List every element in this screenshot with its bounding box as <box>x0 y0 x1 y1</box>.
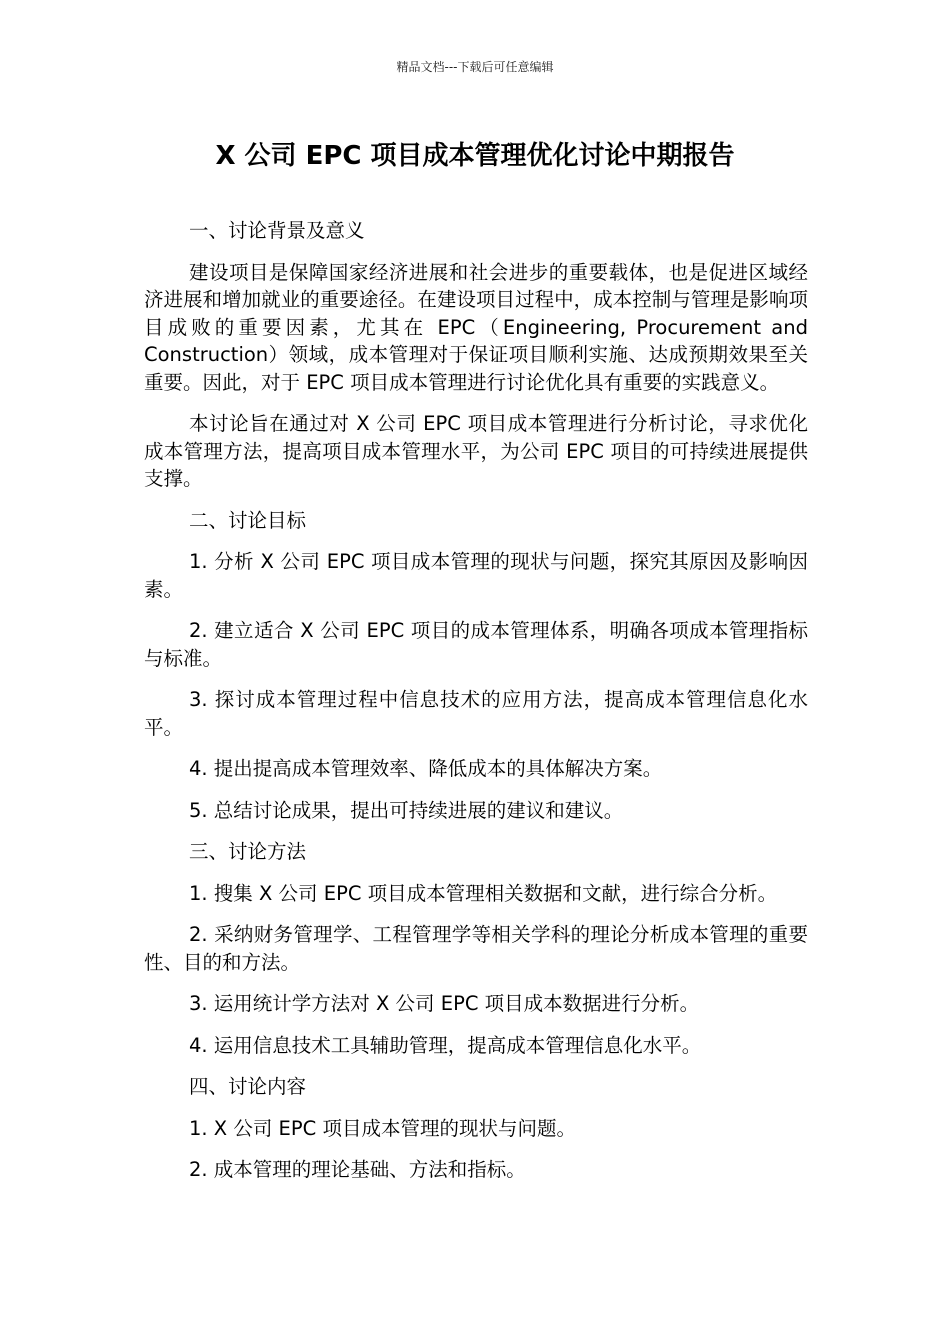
paragraph-background-2: 本讨论旨在通过对 X 公司 EPC 项目成本管理进行分析讨论，寻求优化成本管理方法，提高项目成本管理水平，为公司 EPC 项目的可持续进展提供支撑。 <box>144 412 808 490</box>
header-note: 精品文档---下载后可任意编辑 <box>396 60 554 74</box>
section-heading-objectives: 二、讨论目标 <box>189 508 307 532</box>
document-title: X 公司 EPC 项目成本管理优化讨论中期报告 <box>215 141 735 171</box>
list-item-method-4: 4. 运用信息技术工具辅助管理，提高成本管理信息化水平。 <box>189 1033 702 1057</box>
list-item-objective-2: 2. 建立适合 X 公司 EPC 项目的成本管理体系，明确各项成本管理指标与标准。 <box>144 619 808 670</box>
list-item-content-1: 1. X 公司 EPC 项目成本管理的现状与问题。 <box>189 1116 576 1140</box>
list-item-content-2: 2. 成本管理的理论基础、方法和指标。 <box>189 1158 526 1181</box>
list-item-objective-4: 4. 提出提高成本管理效率、降低成本的具体解决方案。 <box>189 757 663 780</box>
list-item-method-3: 3. 运用统计学方法对 X 公司 EPC 项目成本数据进行分析。 <box>189 992 700 1015</box>
section-heading-content: 四、讨论内容 <box>189 1075 307 1098</box>
paragraph-background-1: 建设项目是保障国家经济进展和社会进步的重要载体，也是促进区域经济进展和增加就业的重要途径。在建设项目过程中，成本控制与管理是影响项目成败的重要因素，尤其在 EPC（Engineering, Procurement and Construction）领域，成本管理对于保证项目顺利实施、达成预期效果至关重要。因此，对于 EPC 项目成本管理进行讨论优化具有重要的实践意义。 <box>144 260 808 394</box>
document-body <box>144 217 808 1198</box>
list-item-objective-5: 5. 总结讨论成果，提出可持续进展的建议和建议。 <box>189 798 624 822</box>
section-heading-background: 一、讨论背景及意义 <box>189 219 365 242</box>
list-item-method-2: 2. 采纳财务管理学、工程管理学等相关学科的理论分析成本管理的重要性、目的和方法。 <box>144 923 808 974</box>
list-item-method-1: 1. 搜集 X 公司 EPC 项目成本管理相关数据和文献，进行综合分析。 <box>189 881 778 905</box>
section-heading-methods: 三、讨论方法 <box>189 840 307 863</box>
list-item-objective-1: 1. 分析 X 公司 EPC 项目成本管理的现状与问题，探究其原因及影响因素。 <box>144 550 808 601</box>
list-item-objective-3: 3. 探讨成本管理过程中信息技术的应用方法，提高成本管理信息化水平。 <box>144 688 808 739</box>
